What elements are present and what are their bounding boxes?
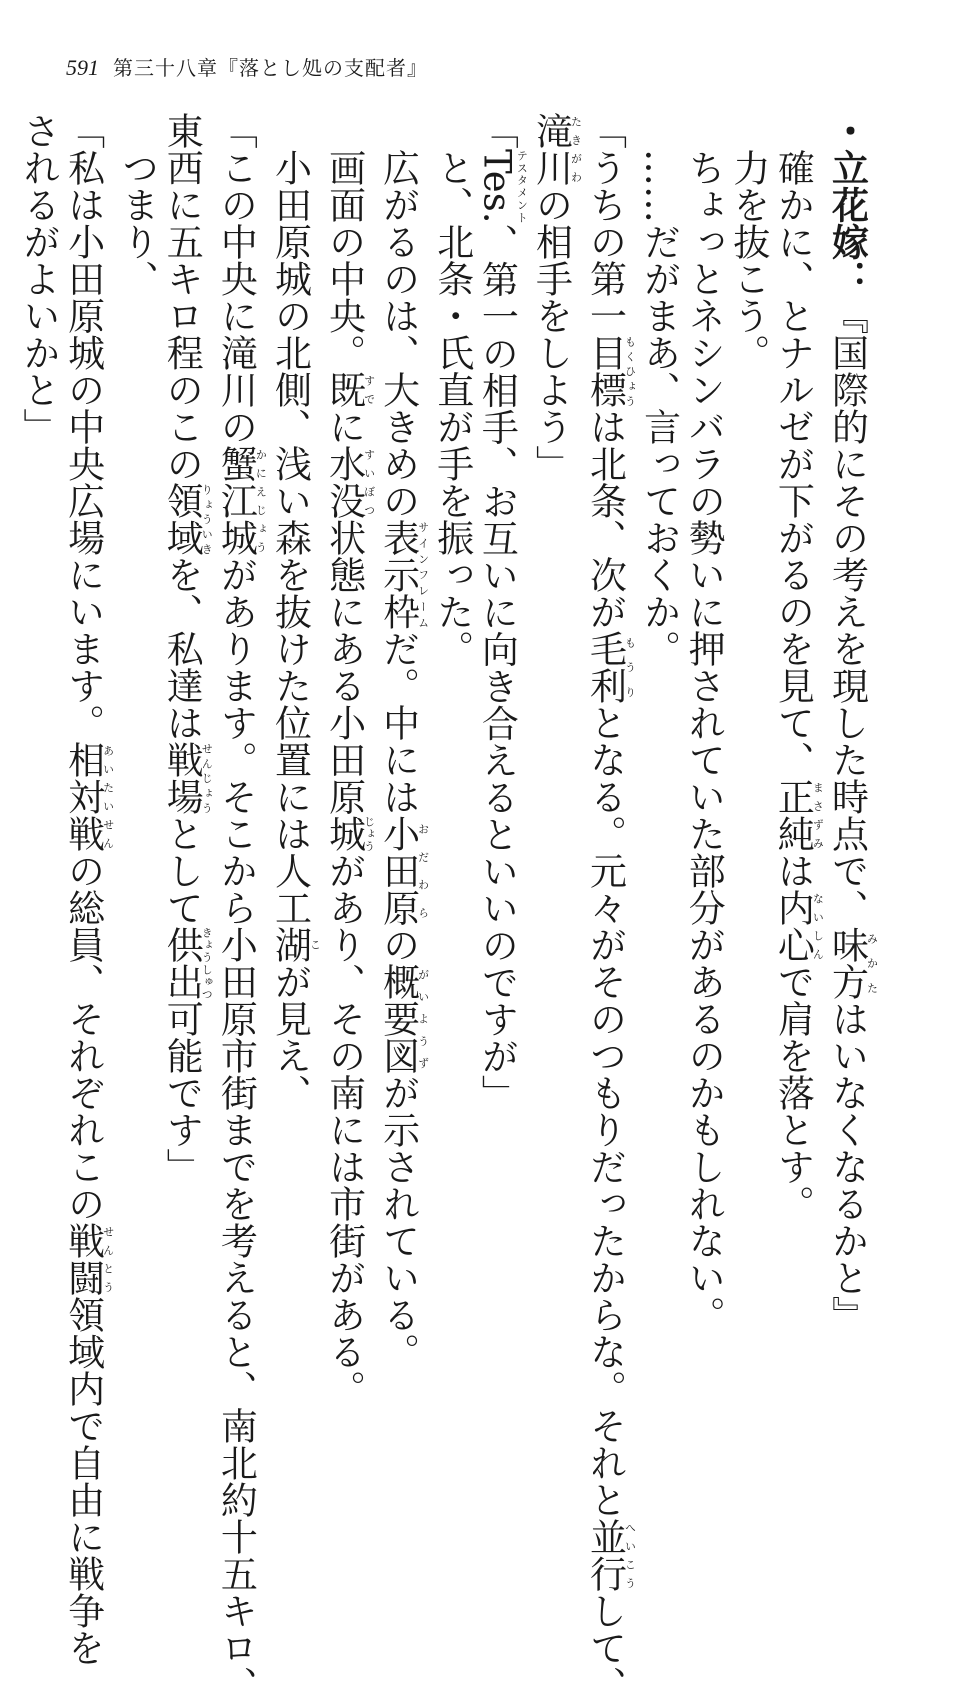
text-line: [429, 112, 474, 1347]
text-segment: の総員、それぞれこの: [61, 852, 105, 1222]
text-line: [375, 112, 430, 1370]
text-line: [681, 112, 726, 1347]
text-segment: 「: [475, 112, 519, 149]
ruby-reading: せんじょう: [200, 741, 214, 815]
text-line: [213, 112, 268, 1703]
text-segment: ：: [825, 260, 869, 297]
ruby-annotated-word: [322, 815, 376, 852]
ruby-base: 戦場: [160, 741, 204, 815]
text-segment: 画面の中央。: [322, 112, 366, 371]
vertical-body-text: [17, 112, 879, 1703]
chapter-title: 第三十八章『落とし処の支配者』: [113, 56, 428, 80]
text-line: [528, 112, 582, 1347]
ruby-annotated-word: [214, 445, 268, 556]
ruby-reading: じょう: [362, 815, 376, 852]
ruby-base: 戦闘: [61, 1222, 105, 1296]
ruby-annotated-word: [583, 630, 637, 704]
text-line: [725, 112, 770, 1347]
ruby-base: 湖: [268, 926, 312, 963]
ruby-reading: かにえじょう: [254, 445, 268, 556]
ruby-reading: たきがわ: [569, 112, 583, 186]
text-segment: 「この中央に滝川の: [214, 112, 258, 445]
text-line: [770, 112, 824, 1347]
text-segment: 「私は小田原城の中央広場にいます。: [61, 112, 105, 741]
ruby-base: 並行: [583, 1518, 627, 1592]
ruby-reading: りょういき: [200, 482, 214, 556]
ruby-reading: テスタメント: [515, 149, 529, 224]
ruby-base: 供出: [160, 926, 204, 1000]
ruby-reading: せんとう: [101, 1222, 115, 1296]
text-line: [114, 112, 159, 1347]
ruby-base: 小田原: [376, 815, 420, 926]
ruby-annotated-word: [529, 112, 583, 186]
text-line: [15, 112, 60, 1347]
text-line: [824, 112, 878, 1347]
ruby-reading: もくひょう: [623, 334, 637, 408]
ruby-annotated-word: [322, 445, 376, 519]
text-segment: が見え、: [268, 963, 312, 1111]
ruby-base: 相対戦: [61, 741, 105, 852]
ruby-annotated-word: [268, 926, 322, 963]
ruby-reading: こ: [308, 926, 322, 963]
text-segment: が示されている。: [376, 1074, 420, 1370]
text-segment: ……だがまあ、言っておくか。: [637, 112, 681, 667]
text-segment: 可能です」: [160, 1000, 204, 1185]
ruby-annotated-word: [61, 741, 115, 852]
ruby-reading: みかた: [865, 926, 879, 1000]
ruby-reading: ないしん: [811, 889, 825, 963]
ruby-annotated-word: [475, 149, 529, 224]
ruby-base: 城: [322, 815, 366, 852]
ruby-base: 蟹江城: [214, 445, 258, 556]
ruby-annotated-word: [771, 889, 825, 963]
text-segment: 東西に五キロ程のこの: [160, 112, 204, 482]
text-segment: 小田原城の北側、浅い森を抜けた位置には人工: [268, 112, 312, 926]
text-segment: ちょっとネシンバラの勢いに押されていた部分があるのかもしれない。: [682, 112, 726, 1333]
ruby-reading: きょうしゅつ: [200, 926, 214, 1000]
ruby-annotated-word: [583, 334, 637, 408]
ruby-base: 概要図: [376, 963, 420, 1074]
text-segment: と、北条・氏直が手を振った。: [430, 112, 474, 667]
ruby-base: 表示枠: [376, 519, 420, 630]
text-segment: して、: [583, 1592, 627, 1703]
ruby-reading: サインフレーム: [416, 519, 430, 630]
ruby-reading: あいたいせん: [101, 741, 115, 852]
text-segment: となる。元々がそのつもりだったからな。それと: [583, 704, 627, 1518]
text-segment: は: [771, 852, 815, 889]
text-line: [321, 112, 376, 1407]
text-segment: つまり、: [115, 112, 159, 297]
text-line: [636, 112, 681, 1347]
text-segment: 「うちの第一: [583, 112, 627, 334]
text-line: [159, 112, 213, 1347]
text-segment: 状態にある小田原: [322, 519, 366, 815]
ruby-annotated-word: [376, 815, 430, 926]
ruby-annotated-word: [771, 778, 825, 852]
text-segment: があります。そこから小田原市街までを考えると、南北約十五キロ、: [214, 556, 258, 1703]
ruby-base: 内心: [771, 889, 815, 963]
speaker-name: ・立花嫁: [825, 112, 869, 260]
ruby-base: 水没: [322, 445, 366, 519]
ruby-base: 味方: [825, 926, 869, 1000]
ruby-base: 滝川: [529, 112, 573, 186]
ruby-reading: すで: [362, 371, 376, 408]
text-line: [582, 112, 637, 1703]
text-line: [60, 112, 115, 1666]
ruby-annotated-word: [160, 926, 214, 1000]
ruby-reading: もうり: [623, 630, 637, 704]
page-header: [66, 52, 428, 92]
ruby-reading: がいようず: [416, 963, 430, 1074]
text-segment: はいなくなるかと』: [825, 1000, 869, 1333]
ruby-base: 既: [322, 371, 366, 408]
ruby-base: Tes.: [475, 149, 519, 224]
text-segment: 『国際的にその考えを現した時点で、: [825, 297, 869, 926]
text-segment: 力を抜こう。: [726, 112, 770, 371]
text-segment: として: [160, 815, 204, 926]
ruby-annotated-word: [825, 926, 879, 1000]
text-segment: 、第一の相手、お互いに向き合えるといいのですが」: [475, 223, 519, 1112]
ruby-annotated-word: [583, 1518, 637, 1592]
ruby-annotated-word: [376, 519, 430, 630]
ruby-reading: おだわら: [416, 815, 430, 926]
text-segment: の: [376, 926, 420, 963]
text-segment: は北条、次が: [583, 408, 627, 630]
text-segment: があり、その南には市街がある。: [322, 852, 366, 1407]
ruby-annotated-word: [160, 482, 214, 556]
ruby-base: 毛利: [583, 630, 627, 704]
text-line: [474, 112, 528, 1347]
text-segment: 広がるのは、大きめの: [376, 112, 420, 519]
ruby-annotated-word: [322, 371, 376, 408]
text-segment: だ。中には: [376, 630, 420, 815]
text-segment: 確かに、とナルゼが下がるのを見て、: [771, 112, 815, 778]
page-number: 591: [66, 55, 99, 80]
ruby-base: 正純: [771, 778, 815, 852]
ruby-reading: へいこう: [623, 1518, 637, 1592]
ruby-base: 目標: [583, 334, 627, 408]
text-segment: 領域内で自由に戦争を: [61, 1296, 105, 1666]
ruby-annotated-word: [160, 741, 214, 815]
text-segment: を、私達は: [160, 556, 204, 741]
text-segment: の相手をしよう」: [529, 186, 573, 482]
text-line: [267, 112, 321, 1347]
ruby-reading: すいぼつ: [362, 445, 376, 519]
ruby-annotated-word: [376, 963, 430, 1074]
text-segment: に: [322, 408, 366, 445]
ruby-reading: まさずみ: [811, 778, 825, 852]
text-segment: されるがよいかと」: [17, 112, 60, 445]
ruby-base: 領域: [160, 482, 204, 556]
ruby-annotated-word: [61, 1222, 115, 1296]
text-segment: で肩を落とす。: [771, 963, 815, 1222]
